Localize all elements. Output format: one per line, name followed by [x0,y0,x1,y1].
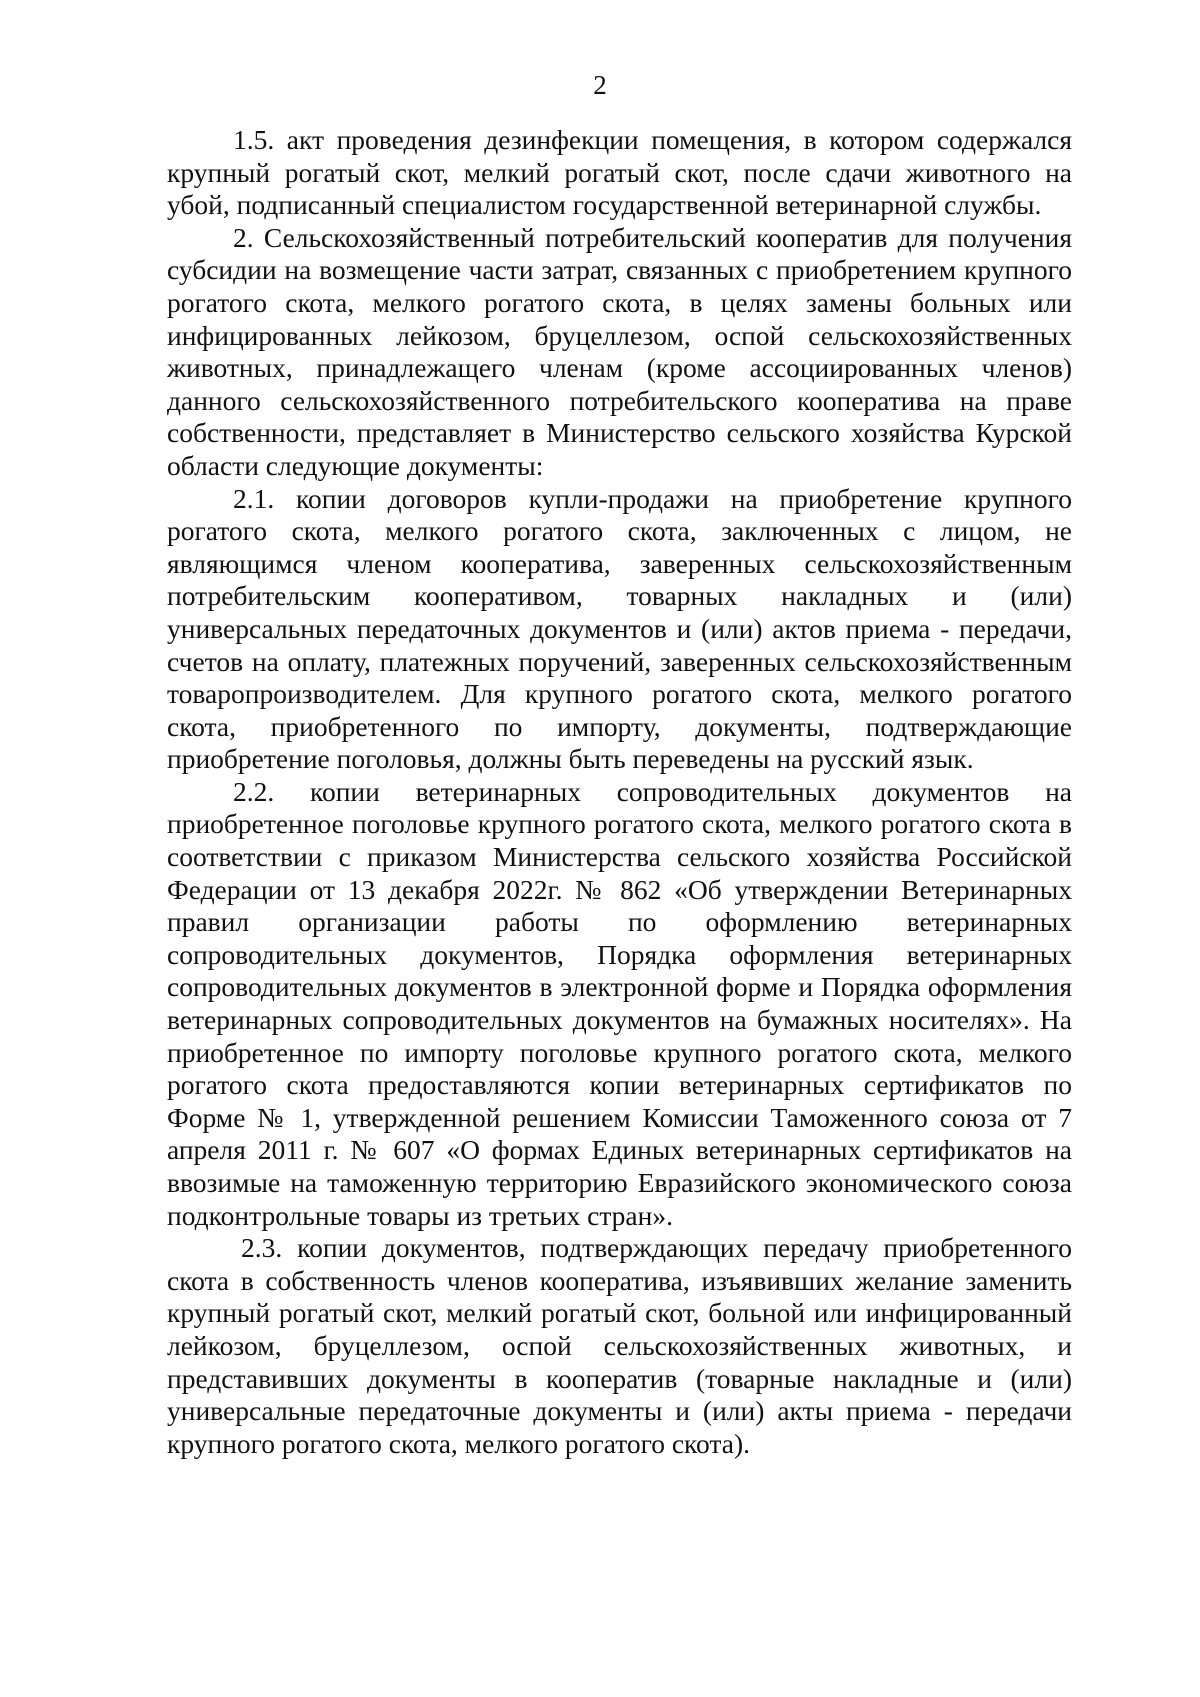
page-number: 2 [593,70,607,100]
document-body [167,124,1072,1460]
paragraph-1-5: 1.5. акт проведения дезинфекции помещения, в котором содержался крупный рогатый скот, мелкий рогатый скот, после сдачи животного на убой, подписанный специалистом государственной ветеринарной службы. [167,124,1072,221]
paragraph-2-2: 2.2. копии ветеринарных сопроводительных документов на приобретенное поголовье крупного рогатого скота, мелкого рогатого скота в соответствии с приказом Министерства сельского хозяйства Российской Федерации от 13 декабря 2022г. № 862 «Об утверждении Ветеринарных правил организации работы по оформлению ветеринарных сопроводительных документов, Порядка оформления ветеринарных сопроводительных документов в электронной форме и Порядка оформления ветеринарных сопроводительных документов на бумажных носителях». На приобретенное по импорту поголовье крупного рогатого скота, мелкого рогатого скота предоставляются копии ветеринарных сертификатов по Форме № 1, утвержденной решением Комиссии Таможенного союза от 7 апреля 2011 г. № 607 «О формах Единых ветеринарных сертификатов на ввозимые на таможенную территорию Евразийского экономического союза подконтрольные товары из третьих стран». [167,775,1072,1231]
paragraph-2-3: 2.3. копии документов, подтверждающих передачу приобретенного скота в собственность членов кооператива, изъявивших желание заменить крупный рогатый скот, мелкий рогатый скот, больной или инфицированный лейкозом, бруцеллезом, оспой сельскохозяйственных животных, и представивших документы в кооператив (товарные накладные и (или) универсальные передаточные документы и (или) акты приема - передачи крупного рогатого скота, мелкого рогатого скота). [167,1232,1072,1459]
paragraph-2-1: 2.1. копии договоров купли-продажи на приобретение крупного рогатого скота, мелкого рогатого скота, заключенных с лицом, не являющимся членом кооператива, заверенных сельскохозяйственным потребительским кооперативом, товарных накладных и (или) универсальных передаточных документов и (или) актов приема - передачи, счетов на оплату, платежных поручений, заверенных сельскохозяйственным товаропроизводителем. Для крупного рогатого скота, мелкого рогатого скота, приобретенного по импорту, документы, подтверждающие приобретение поголовья, должны быть переведены на русский язык. [167,482,1072,775]
paragraph-2: 2. Сельскохозяйственный потребительский кооператив для получения субсидии на возмещение части затрат, связанных с приобретением крупного рогатого скота, мелкого рогатого скота, в целях замены больных или инфицированных лейкозом, бруцеллезом, оспой сельскохозяйственных животных, принадлежащего членам (кроме ассоциированных членов) данного сельскохозяйственного потребительского кооператива на праве собственности, представляет в Министерство сельского хозяйства Курской области следующие документы: [167,221,1072,481]
